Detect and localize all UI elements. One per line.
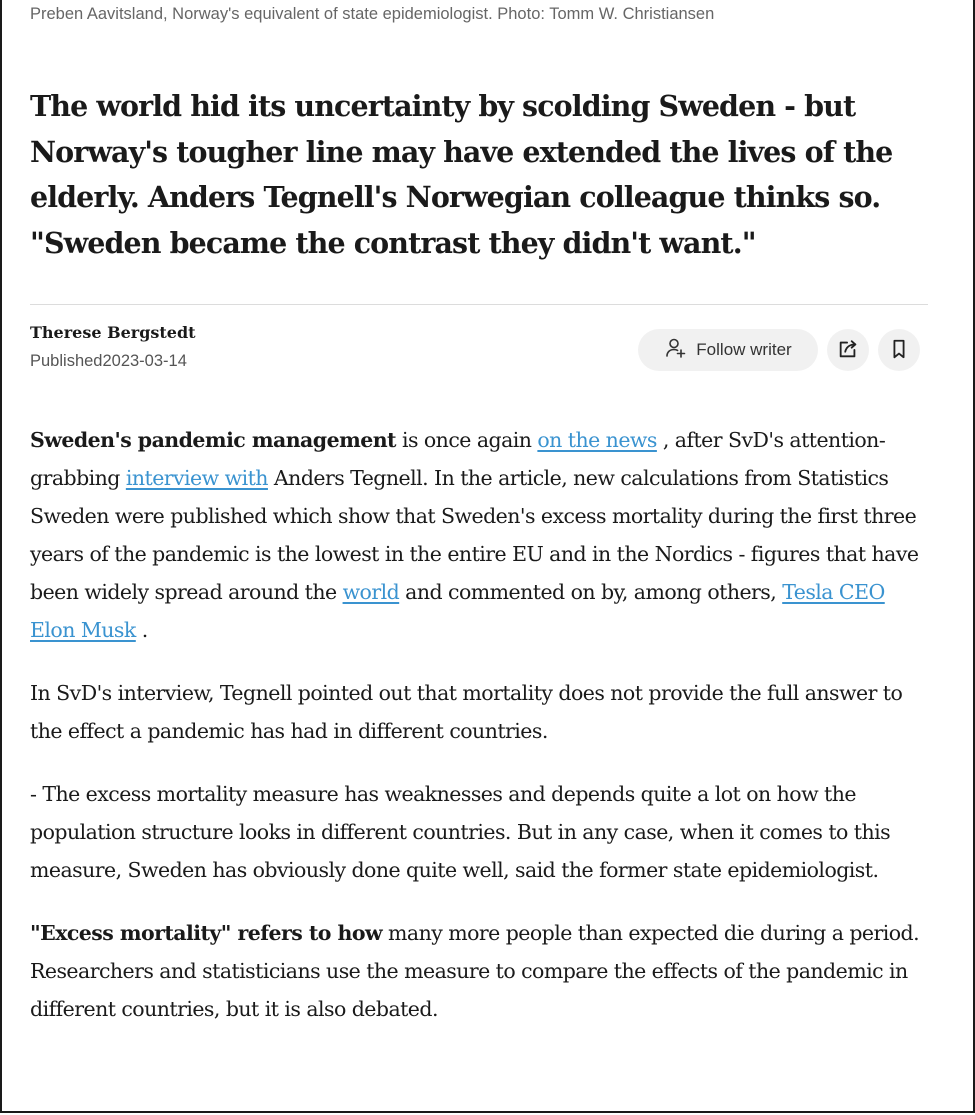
byline-divider <box>30 304 928 305</box>
follow-writer-button[interactable] <box>638 329 818 371</box>
paragraph-text: many more people than expected die during a period. Researchers and statisticians use the measure to compare the effects of the pandemic in different countries, but it is also debated. <box>30 921 920 1021</box>
share-icon <box>837 338 859 363</box>
paragraph-text: Anders Tegnell. In the article, new calculations from Statistics Sweden were published which show that Sweden's excess mortality during the first three years of the pandemic is the lowest in the entire EU and in the Nordics - figures that have been widely spread around the <box>30 466 919 604</box>
paragraph-3: - The excess mortality measure has weaknesses and depends quite a lot on how the population structure looks in different countries. But in any case, when it comes to this measure, Sweden has obviously done quite well, said the former state epidemiologist. <box>30 782 891 882</box>
paragraph-lead: Sweden's pandemic management <box>30 428 396 452</box>
on-the-news-link[interactable]: on the news <box>537 428 657 452</box>
follow-writer-label: Follow writer <box>696 340 792 359</box>
paragraph-text: , after SvD's attention-grabbing <box>30 428 886 490</box>
paragraph-4 <box>30 914 930 1028</box>
photo-caption: Preben Aavitsland, Norway's equivalent of state epidemiologist. Photo: Tomm W. Christiansen <box>30 5 715 23</box>
interview-link[interactable]: interview with <box>125 466 268 490</box>
author-name[interactable]: Therese Bergstedt <box>30 323 196 342</box>
paragraph-text: and commented on by, among others, <box>399 580 783 604</box>
paragraph-text: is once again <box>395 428 538 452</box>
share-button[interactable] <box>827 329 869 371</box>
article-body <box>30 421 930 1053</box>
tesla-ceo-link[interactable]: Tesla CEO Elon Musk <box>30 580 885 642</box>
world-link[interactable]: world <box>342 580 400 604</box>
paragraph-2: In SvD's interview, Tegnell pointed out that mortality does not provide the full answer to the effect a pandemic has had in different countries. <box>30 681 903 743</box>
paragraph-1 <box>30 421 930 649</box>
article-headline: The world hid its uncertainty by scolding Sweden - but Norway's tougher line may have extended the lives of the elderly. Anders Tegnell's Norwegian colleague thinks so. "Sweden became the contrast they didn't want." <box>30 89 893 260</box>
paragraph-lead: "Excess mortality" refers to how <box>30 921 383 945</box>
user-add-icon <box>664 336 688 365</box>
bookmark-button[interactable] <box>878 329 920 371</box>
bookmark-icon <box>888 338 910 363</box>
published-date: Published2023-03-14 <box>30 352 187 370</box>
paragraph-text: . <box>135 618 148 642</box>
